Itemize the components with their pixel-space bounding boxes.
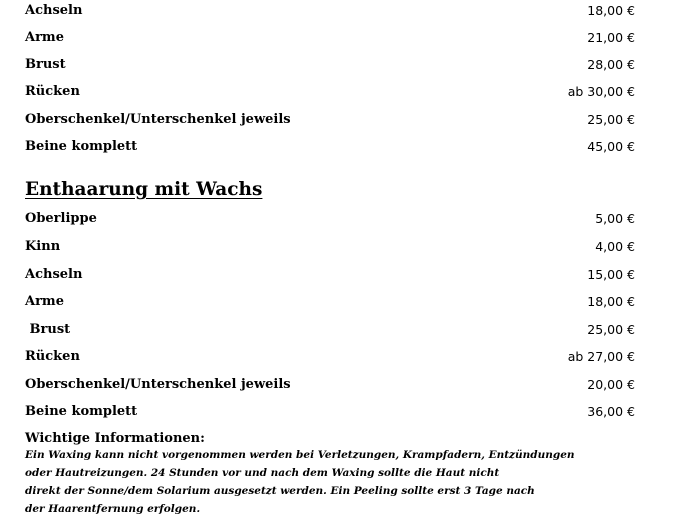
price-row-oberlippe bbox=[25, 210, 635, 228]
price-row-oberschenkel bbox=[25, 111, 635, 129]
item-label: Brust bbox=[25, 322, 71, 337]
item-price: ab 30,00 € bbox=[567, 84, 635, 99]
item-label: Rücken bbox=[25, 84, 80, 99]
item-price: 25,00 € bbox=[587, 112, 635, 127]
item-label: Oberschenkel/Unterschenkel jeweils bbox=[25, 377, 291, 392]
item-label: Oberschenkel/Unterschenkel jeweils bbox=[25, 112, 291, 127]
price-row-arme bbox=[25, 29, 635, 47]
price-row-brust bbox=[25, 56, 635, 74]
item-label: Rücken bbox=[25, 349, 80, 364]
price-row-beine bbox=[25, 403, 635, 421]
item-label: Brust bbox=[25, 57, 66, 72]
price-row-oberschenkel bbox=[25, 376, 635, 394]
info-line: direkt der Sonne/dem Solarium ausgesetzt werden. Ein Peeling sollte erst 3 Tage nach bbox=[25, 485, 535, 497]
price-row-ruecken bbox=[25, 83, 635, 101]
item-price: 20,00 € bbox=[587, 377, 635, 392]
item-price: 4,00 € bbox=[595, 239, 635, 254]
info-line: Ein Waxing kann nicht vorgenommen werden bei Verletzungen, Krampfadern, Entzündungen bbox=[25, 449, 575, 461]
item-price: 25,00 € bbox=[587, 322, 635, 337]
item-price: 15,00 € bbox=[587, 267, 635, 282]
item-label: Oberlippe bbox=[25, 211, 97, 226]
price-row-brust bbox=[25, 321, 635, 339]
item-label: Arme bbox=[25, 294, 64, 309]
item-price: 28,00 € bbox=[587, 57, 635, 72]
info-line: oder Hautreizungen. 24 Stunden vor und nach dem Waxing sollte die Haut nicht bbox=[25, 467, 500, 479]
item-price: 21,00 € bbox=[587, 30, 635, 45]
item-label: Beine komplett bbox=[25, 404, 138, 419]
item-price: 36,00 € bbox=[587, 404, 635, 419]
item-price: 5,00 € bbox=[595, 211, 635, 226]
item-price: 18,00 € bbox=[587, 294, 635, 309]
info-line: der Haarentfernung erfolgen. bbox=[25, 503, 201, 515]
item-label: Kinn bbox=[25, 239, 61, 254]
item-price: 45,00 € bbox=[587, 139, 635, 154]
item-label: Arme bbox=[25, 30, 64, 45]
item-label: Achseln bbox=[25, 267, 83, 282]
item-label: Beine komplett bbox=[25, 139, 138, 154]
price-row-kinn bbox=[25, 238, 635, 256]
price-row-ruecken bbox=[25, 348, 635, 366]
price-row-arme bbox=[25, 293, 635, 311]
price-row-achseln bbox=[25, 266, 635, 284]
item-price: ab 27,00 € bbox=[567, 349, 635, 364]
info-title: Wichtige Informationen: bbox=[25, 431, 205, 446]
price-row-achseln bbox=[25, 2, 635, 20]
price-row-beine bbox=[25, 138, 635, 156]
item-price: 18,00 € bbox=[587, 3, 635, 18]
item-label: Achseln bbox=[25, 3, 83, 18]
section-heading: Enthaarung mit Wachs bbox=[25, 179, 263, 200]
